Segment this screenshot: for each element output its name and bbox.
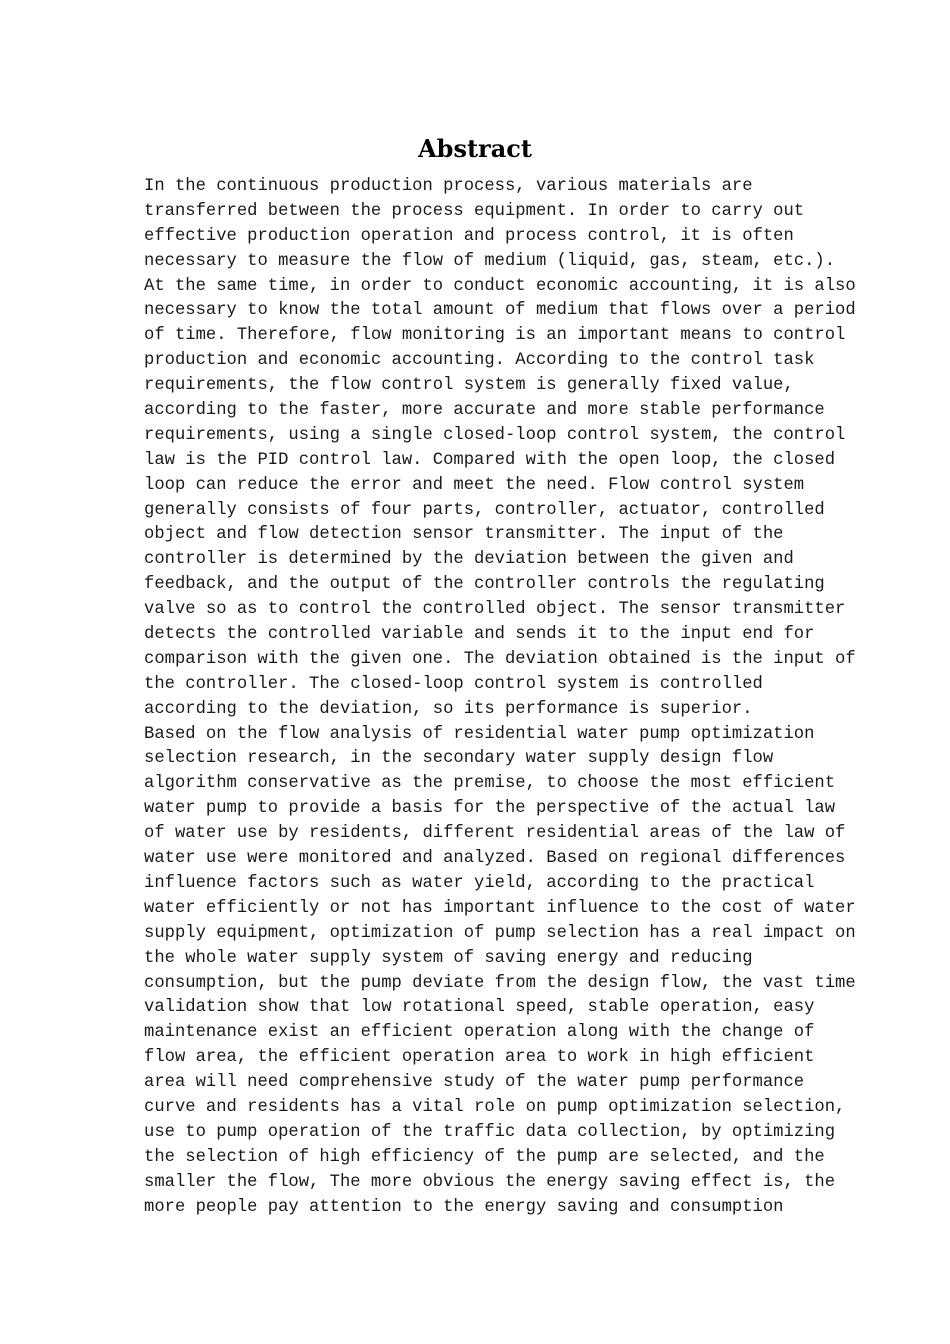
- text-line: loop can reduce the error and meet the need. Flow control system: [144, 475, 805, 495]
- text-line: maintenance exist an efficient operation along with the change of: [144, 1023, 815, 1043]
- text-line: area will need comprehensive study of the water pump performance: [144, 1073, 805, 1093]
- text-line: object and flow detection sensor transmitter. The input of the: [144, 525, 784, 545]
- text-line: comparison with the given one. The deviation obtained is the input of: [144, 649, 856, 669]
- text-line: supply equipment, optimization of pump selection has a real impact on: [144, 923, 856, 943]
- page-title: Abstract: [418, 134, 532, 163]
- text-line: water efficiently or not has important influence to the cost of water: [144, 898, 856, 918]
- text-line: water use were monitored and analyzed. Based on regional differences: [144, 849, 846, 869]
- text-line: controller is determined by the deviation between the given and: [144, 550, 794, 570]
- text-line: necessary to know the total amount of medium that flows over a period: [144, 301, 856, 321]
- text-line: influence factors such as water yield, according to the practical: [144, 873, 815, 893]
- text-line: curve and residents has a vital role on pump optimization selection,: [144, 1097, 846, 1117]
- text-line: production and economic accounting. According to the control task: [144, 351, 815, 371]
- text-line: valve so as to control the controlled object. The sensor transmitter: [144, 600, 846, 620]
- text-line: flow area, the efficient operation area to work in high efficient: [144, 1048, 815, 1068]
- text-line: use to pump operation of the traffic data collection, by optimizing: [144, 1122, 836, 1142]
- text-line: validation show that low rotational speed, stable operation, easy: [144, 998, 815, 1018]
- text-line: according to the faster, more accurate and more stable performance: [144, 401, 825, 421]
- text-line: Based on the flow analysis of residential water pump optimization: [144, 724, 815, 744]
- text-line: smaller the flow, The more obvious the energy saving effect is, the: [144, 1172, 836, 1192]
- text-line: the controller. The closed-loop control system is controlled: [144, 674, 763, 694]
- text-line: effective production operation and process control, it is often: [144, 226, 794, 246]
- text-line: transferred between the process equipment. In order to carry out: [144, 201, 805, 221]
- text-line: requirements, the flow control system is generally fixed value,: [144, 376, 794, 396]
- text-line: feedback, and the output of the controller controls the regulating: [144, 575, 825, 595]
- abstract-paragraph: [144, 723, 856, 1221]
- text-line: more people pay attention to the energy saving and consumption: [144, 1197, 784, 1217]
- text-line: In the continuous production process, various materials are: [144, 177, 753, 196]
- text-line: selection research, in the secondary water supply design flow: [144, 749, 774, 769]
- text-line: detects the controlled variable and sends it to the input end for: [144, 625, 815, 645]
- text-line: consumption, but the pump deviate from the design flow, the vast time: [144, 973, 856, 993]
- text-line: water pump to provide a basis for the perspective of the actual law: [144, 799, 836, 819]
- text-line: of time. Therefore, flow monitoring is an important means to control: [144, 326, 846, 346]
- text-line: the selection of high efficiency of the pump are selected, and the: [144, 1147, 825, 1167]
- text-line: law is the PID control law. Compared with the open loop, the closed: [144, 450, 836, 470]
- text-line: requirements, using a single closed-loop control system, the control: [144, 425, 846, 445]
- text-line: generally consists of four parts, controller, actuator, controlled: [144, 500, 825, 520]
- text-line: algorithm conservative as the premise, to choose the most efficient: [144, 774, 836, 794]
- abstract-body: [144, 175, 856, 1220]
- text-line: At the same time, in order to conduct economic accounting, it is also: [144, 276, 856, 296]
- text-line: according to the deviation, so its performance is superior.: [144, 699, 753, 719]
- text-line: necessary to measure the flow of medium (liquid, gas, steam, etc.).: [144, 251, 836, 271]
- abstract-paragraph: [144, 175, 856, 723]
- text-line: of water use by residents, different residential areas of the law of: [144, 824, 846, 844]
- text-line: the whole water supply system of saving energy and reducing: [144, 948, 753, 968]
